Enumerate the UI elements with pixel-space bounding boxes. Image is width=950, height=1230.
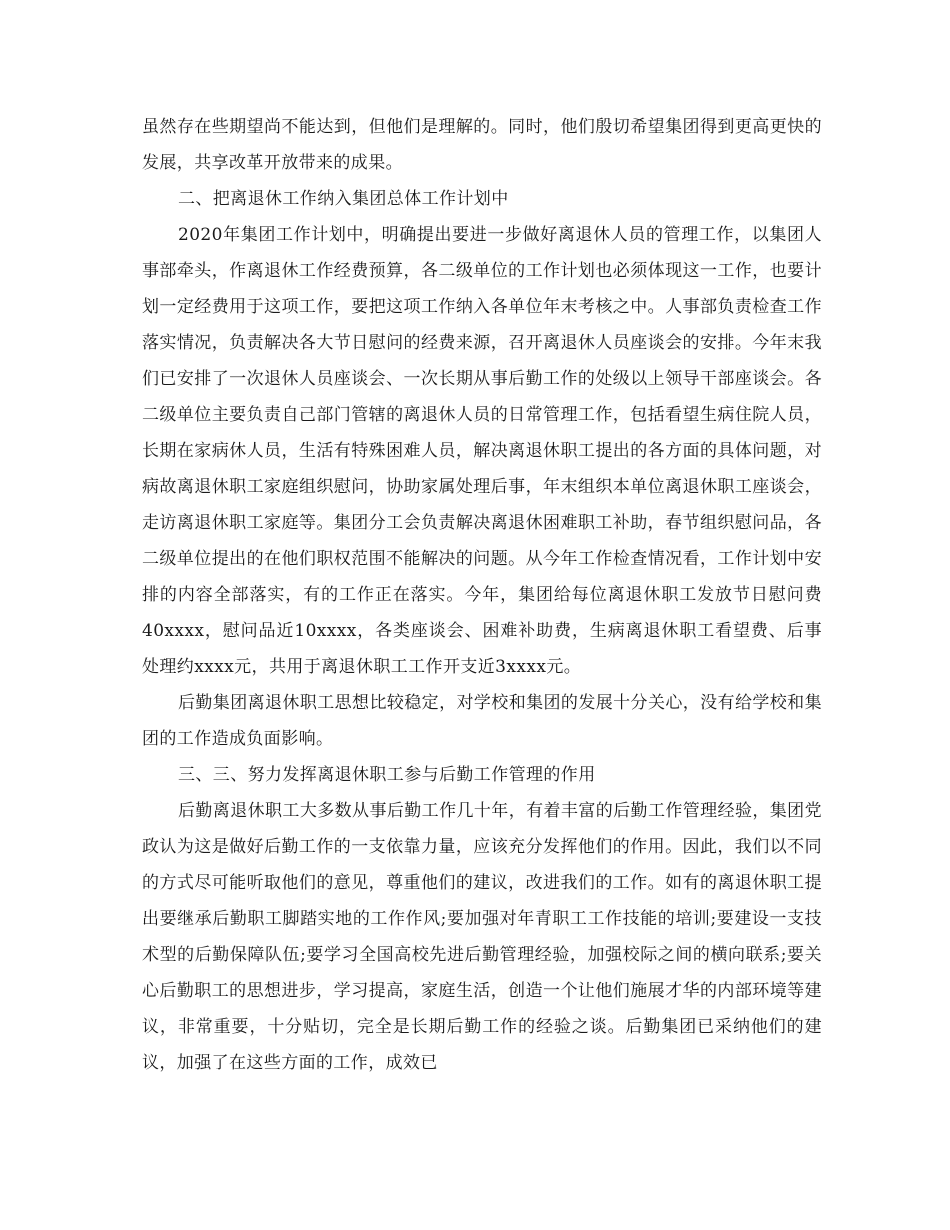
section-heading-2: 二、把离退休工作纳入集团总体工作计划中 (178, 189, 509, 209)
paragraph-stability: 后勤集团离退休职工思想比较稳定，对学校和集团的发展十分关心，没有给学校和集团的工作造成负面影响。 (142, 693, 822, 749)
section-heading-3: 三、三、努力发挥离退休职工参与后勤工作管理的作用 (178, 765, 596, 785)
document-page (142, 109, 822, 1081)
paragraph-continuation: 虽然存在些期望尚不能达到，但他们是理解的。同时，他们殷切希望集团得到更高更快的发展，共享改革开放带来的成果。 (142, 117, 822, 173)
paragraph-participation: 后勤离退休职工大多数从事后勤工作几十年，有着丰富的后勤工作管理经验，集团党政认为这是做好后勤工作的一支依靠力量，应该充分发挥他们的作用。因此，我们以不同的方式尽可能听取他们的意见，尊重他们的建议，改进我们的工作。如有的离退休职工提出要继承后勤职工脚踏实地的工作作风;要加强对年青职工工作技能的培训;要建设一支技术型的后勤保障队伍;要学习全国高校先进后勤管理经验，加强校际之间的横向联系;要关心后勤职工的思想进步，学习提高，家庭生活，创造一个让他们施展才华的内部环境等建议，非常重要，十分贴切，完全是长期后勤工作的经验之谈。后勤集团已采纳他们的建议，加强了在这些方面的工作，成效已 (142, 801, 822, 1073)
paragraph-work-plan: 2020年集团工作计划中，明确提出要进一步做好离退休人员的管理工作，以集团人事部牵头，作离退休工作经费预算，各二级单位的工作计划也必须体现这一工作，也要计划一定经费用于这项工作，要把这项工作纳入各单位年末考核之中。人事部负责检查工作落实情况，负责解决各大节日慰问的经费来源，召开离退休人员座谈会的安排。今年末我们已安排了一次退休人员座谈会、一次长期从事后勤工作的处级以上领导干部座谈会。各二级单位主要负责自己部门管辖的离退休人员的日常管理工作，包括看望生病住院人员，长期在家病休人员，生活有特殊困难人员，解决离退休职工提出的各方面的具体问题，对病故离退休职工家庭组织慰问，协助家属处理后事，年末组织本单位离退休职工座谈会，走访离退休职工家庭等。集团分工会负责解决离退休困难职工补助，春节组织慰问品，各二级单位提出的在他们职权范围不能解决的问题。从今年工作检查情况看，工作计划中安排的内容全部落实，有的工作正在落实。今年，集团给每位离退休职工发放节日慰问费40xxxx，慰问品近10xxxx，各类座谈会、困难补助费，生病离退休职工看望费、后事处理约xxxx元，共用于离退休职工工作开支近3xxxx元。 (142, 225, 822, 677)
